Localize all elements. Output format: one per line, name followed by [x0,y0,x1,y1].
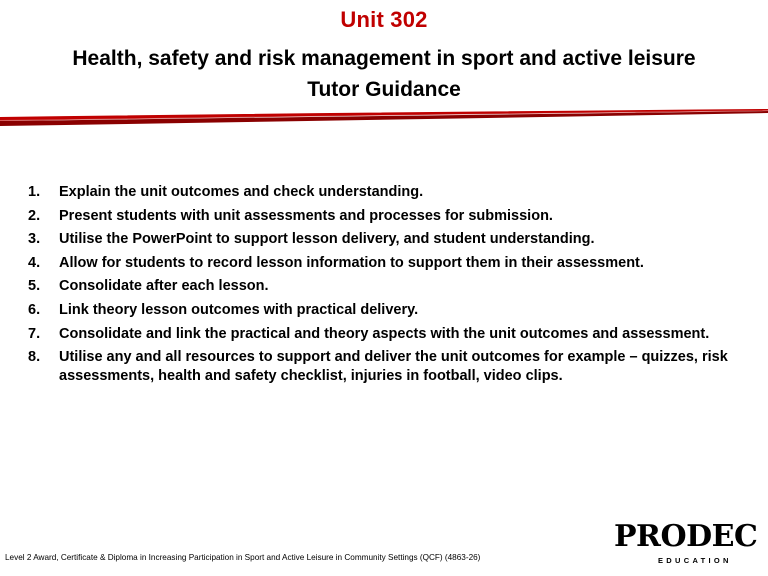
step-text: Link theory lesson outcomes with practical delivery. [59,301,419,318]
list-item [28,348,748,386]
step-number: 4. [28,254,41,271]
step-number: 7. [28,325,41,342]
list-item [28,254,748,273]
list-item [28,277,748,296]
step-number: 3. [28,231,41,248]
guidance-steps-list [28,183,748,391]
step-text: Consolidate and link the practical and theory aspects with the unit outcomes and assessment. [59,325,710,342]
step-text: Utilise any and all resources to support and deliver the unit outcomes for example – quizzes, risk assessments, health and safety checklist, injuries in football, video clips. [59,349,728,385]
slide-header [0,0,768,110]
step-text: Allow for students to record lesson information to support them in their assessment. [59,254,644,271]
prodec-logo [614,520,762,570]
list-item [28,230,748,249]
footer-qualification: Level 2 Award, Certificate & Diploma in Increasing Participation in Sport and Active Leisure in Community Settings (QCF) (4863-26) [5,553,481,562]
slide-subtitle: Tutor Guidance [307,78,461,101]
logo-wordmark: PRODEC [614,519,758,554]
step-text: Explain the unit outcomes and check understanding. [59,184,424,200]
step-number: 6. [28,301,41,318]
list-item [28,325,748,344]
step-number: 8. [28,349,41,366]
logo-subtext: EDUCATION [658,556,732,565]
list-item [28,301,748,320]
slide-title: Health, safety and risk management in sport and active leisure [72,47,696,70]
unit-title: Unit 302 [340,7,428,32]
header-divider-swoosh [0,108,768,126]
list-item [28,183,748,202]
step-number: 1. [28,184,41,200]
step-text: Consolidate after each lesson. [59,278,269,295]
step-number: 2. [28,207,41,224]
step-number: 5. [28,278,41,295]
step-text: Present students with unit assessments and processes for submission. [59,207,553,224]
list-item [28,207,748,226]
step-text: Utilise the PowerPoint to support lesson delivery, and student understanding. [59,231,595,248]
